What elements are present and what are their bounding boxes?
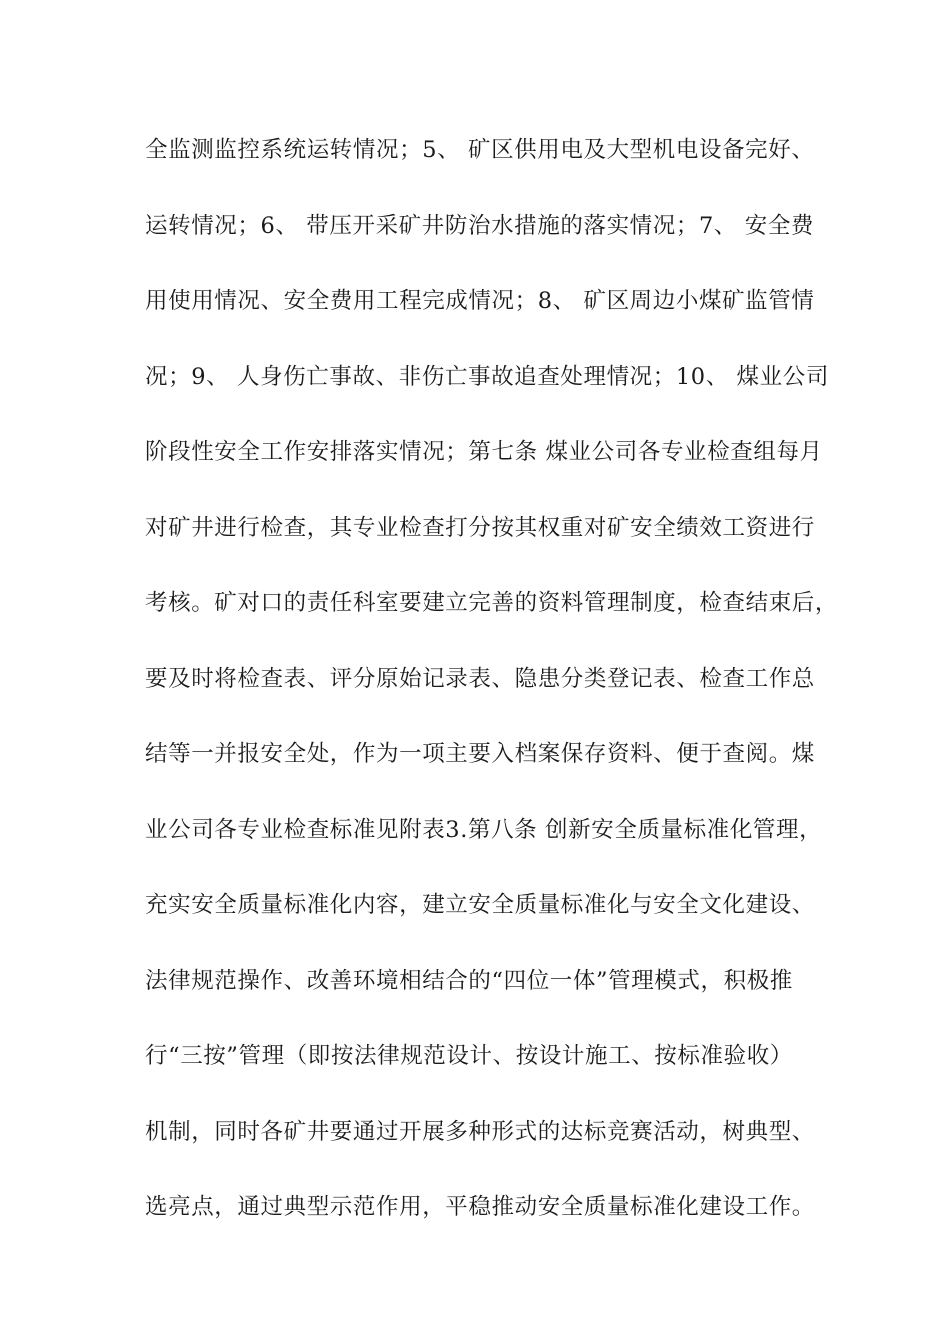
text-line: 况；9、 人身伤亡事故、非伤亡事故追查处理情况；10、 煤业公司: [145, 363, 829, 390]
text-line: 法律规范操作、改善环境相结合的“四位一体”管理模式，积极推: [145, 967, 793, 994]
text-line: 结等一并报安全处，作为一项主要入档案保存资料、便于查阅。煤: [145, 741, 815, 767]
text-line: 用使用情况、安全费用工程完成情况；8、 矿区周边小煤矿监管情: [145, 288, 815, 314]
text-line: 行“三按”管理（即按法律规范设计、按设计施工、按标准验收）: [145, 1043, 793, 1069]
body-text: [145, 130, 839, 1263]
text-line: 运转情况；6、 带压开采矿井防治水措施的落实情况；7、 安全费: [145, 212, 815, 239]
text-line: 选亮点，通过典型示范作用，平稳推动安全质量标准化建设工作。: [145, 1194, 815, 1220]
text-line: 业公司各专业检查标准见附表3.第八条 创新安全质量标准化管理，: [145, 816, 823, 843]
text-line: 考核。矿对口的责任科室要建立完善的资料管理制度，检查结束后，: [145, 590, 839, 616]
text-line: 对矿井进行检查，其专业检查打分按其权重对矿安全绩效工资进行: [145, 514, 815, 541]
text-line: 全监测监控系统运转情况；5、 矿区供用电及大型机电设备完好、: [145, 137, 815, 163]
text-line: 充实安全质量标准化内容，建立安全质量标准化与安全文化建设、: [145, 892, 815, 918]
text-line: 机制，同时各矿井要通过开展多种形式的达标竞赛活动，树典型、: [145, 1118, 815, 1145]
text-line: 阶段性安全工作安排落实情况；第七条 煤业公司各专业检查组每月: [145, 439, 823, 465]
text-line: 要及时将检查表、评分原始记录表、隐患分类登记表、检查工作总: [145, 665, 815, 692]
